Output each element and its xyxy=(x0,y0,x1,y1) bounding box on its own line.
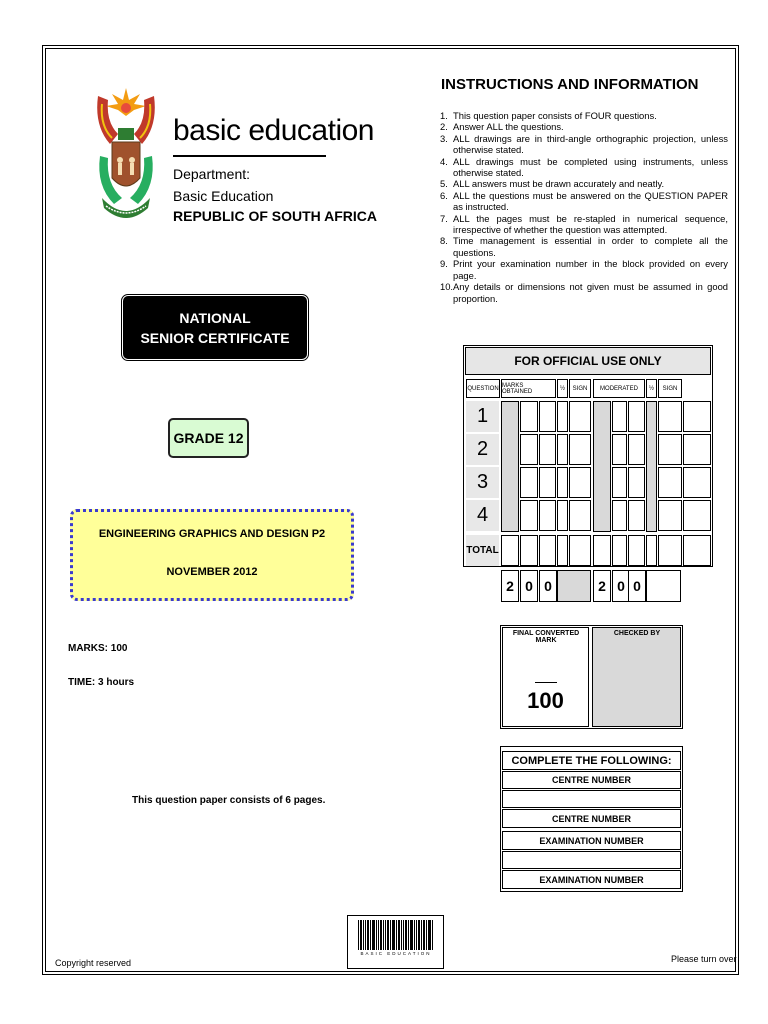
logo-rule xyxy=(173,155,326,157)
total-cell[interactable] xyxy=(593,535,611,566)
question-number: 4 xyxy=(466,500,499,531)
sign-cell[interactable] xyxy=(658,401,682,432)
checked-by-cell[interactable] xyxy=(592,627,681,727)
mark-cell[interactable] xyxy=(539,434,556,465)
total-cell[interactable] xyxy=(612,535,627,566)
sign-cell[interactable] xyxy=(569,434,591,465)
department-name: Basic Education xyxy=(173,188,274,204)
mark-cell[interactable] xyxy=(683,500,711,531)
mark-cell[interactable] xyxy=(557,401,568,432)
question-number: 2 xyxy=(466,434,499,465)
certificate-line2: SENIOR CERTIFICATE xyxy=(140,329,290,346)
total-label: TOTAL xyxy=(466,535,499,566)
total-cell[interactable] xyxy=(683,535,711,566)
centre-number-field[interactable] xyxy=(502,790,681,808)
instruction-item: 6. ALL the questions must be answered on the QUESTION PAPER as instructed. xyxy=(440,189,728,213)
instruction-item: 3. ALL drawings are in third-angle orthographic projection, unless otherwise stated. xyxy=(440,132,728,156)
exam-number-label: EXAMINATION NUMBER xyxy=(502,831,681,850)
total-sign-cell[interactable] xyxy=(646,570,681,602)
country-name: REPUBLIC OF SOUTH AFRICA xyxy=(173,208,378,224)
total-cell[interactable] xyxy=(658,535,682,566)
total-digit: 2 xyxy=(501,570,519,602)
mark-cell[interactable] xyxy=(612,467,627,498)
total-cell[interactable] xyxy=(539,535,556,566)
subject-box xyxy=(70,509,354,601)
moderated-grey-column xyxy=(593,401,611,532)
col-question: QUESTION xyxy=(466,379,500,398)
centre-number-label-bottom: CENTRE NUMBER xyxy=(502,809,681,828)
barcode-icon xyxy=(358,920,434,950)
total-cell[interactable] xyxy=(569,535,591,566)
total-digit: 0 xyxy=(612,570,630,602)
instructions-title: INSTRUCTIONS AND INFORMATION xyxy=(441,76,699,93)
col-marks-obtained: MARKS OBTAINED xyxy=(501,379,556,398)
exam-number-field[interactable] xyxy=(502,851,681,869)
coat-of-arms-icon xyxy=(92,86,160,236)
mark-cell[interactable] xyxy=(520,500,538,531)
mark-cell[interactable] xyxy=(683,401,711,432)
total-digit: 0 xyxy=(520,570,538,602)
total-digit: 0 xyxy=(628,570,646,602)
mark-cell[interactable] xyxy=(683,467,711,498)
question-number: 1 xyxy=(466,401,499,432)
mark-cell[interactable] xyxy=(612,401,627,432)
copyright-note: Copyright reserved xyxy=(55,958,132,968)
col-sign-1: SIGN xyxy=(569,379,591,398)
checked-by-label: CHECKED BY xyxy=(613,630,661,637)
mark-cell[interactable] xyxy=(628,401,645,432)
sign-cell[interactable] xyxy=(658,434,682,465)
total-cell[interactable] xyxy=(557,535,568,566)
total-grey-cell xyxy=(557,570,591,602)
total-digit: 2 xyxy=(593,570,611,602)
question-number: 3 xyxy=(466,467,499,498)
final-mark-label: FINAL CONVERTED MARK xyxy=(512,630,580,644)
mark-cell[interactable] xyxy=(628,434,645,465)
total-cell[interactable] xyxy=(501,535,519,566)
instruction-item: 10. Any details or dimensions not given must be assumed in good proportion. xyxy=(440,281,728,304)
marks-grey-column xyxy=(501,401,519,532)
instruction-item: 7. ALL the pages must be re-stapled in numerical sequence, irrespective of whether the question was attempted. xyxy=(440,212,728,236)
sign-cell[interactable] xyxy=(569,500,591,531)
centre-number-label: CENTRE NUMBER xyxy=(502,771,681,789)
exam-date: NOVEMBER 2012 xyxy=(166,566,258,578)
marks-info: MARKS: 100 xyxy=(68,643,128,654)
col-moderated: MODERATED xyxy=(593,379,645,398)
col-sign-2: SIGN xyxy=(658,379,682,398)
official-use-title: FOR OFFICIAL USE ONLY xyxy=(465,347,711,375)
mark-cell[interactable] xyxy=(539,401,556,432)
mark-cell[interactable] xyxy=(628,500,645,531)
pages-note: This question paper consists of 6 pages. xyxy=(132,795,326,806)
grade-box: GRADE 12 xyxy=(168,418,249,458)
mark-cell[interactable] xyxy=(557,500,568,531)
mark-cell[interactable] xyxy=(520,434,538,465)
final-mark-value: 100 xyxy=(527,688,564,713)
instruction-item: 4. ALL drawings must be completed using instruments, unless otherwise stated. xyxy=(440,155,728,179)
total-cell[interactable] xyxy=(520,535,538,566)
mark-cell[interactable] xyxy=(612,500,627,531)
mark-cell[interactable] xyxy=(539,467,556,498)
final-mark-line xyxy=(535,682,557,683)
barcode-caption: BASIC EDUCATION xyxy=(360,951,432,956)
instruction-item: 5. ALL answers must be drawn accurately and neatly. xyxy=(440,178,665,190)
mark-cell[interactable] xyxy=(520,467,538,498)
sign-cell[interactable] xyxy=(658,467,682,498)
certificate-line1: NATIONAL xyxy=(179,309,251,326)
instructions-list xyxy=(440,110,728,304)
time-info: TIME: 3 hours xyxy=(68,677,135,688)
logo-title: basic education xyxy=(173,114,374,147)
subject-title: ENGINEERING GRAPHICS AND DESIGN P2 xyxy=(98,528,326,540)
sign-cell[interactable] xyxy=(569,401,591,432)
sign-cell[interactable] xyxy=(658,500,682,531)
complete-title: COMPLETE THE FOLLOWING: xyxy=(502,751,681,770)
mark-cell[interactable] xyxy=(612,434,627,465)
total-cell[interactable] xyxy=(646,535,657,566)
mark-cell[interactable] xyxy=(557,467,568,498)
mark-cell[interactable] xyxy=(520,401,538,432)
total-cell[interactable] xyxy=(628,535,645,566)
mark-cell[interactable] xyxy=(557,434,568,465)
mark-cell[interactable] xyxy=(628,467,645,498)
instruction-item: 9. Print your examination number in the block provided on every page. xyxy=(440,258,728,281)
sign-cell[interactable] xyxy=(569,467,591,498)
certificate-box xyxy=(123,296,307,359)
total-digit: 0 xyxy=(539,570,557,602)
instruction-item: 8. Time management is essential in order to complete all the questions. xyxy=(440,235,728,258)
half-grey-column xyxy=(646,401,657,532)
exam-number-label-bottom: EXAMINATION NUMBER xyxy=(502,870,681,889)
instruction-item: 2. Answer ALL the questions. xyxy=(440,121,564,133)
instruction-item: 1. This question paper consists of FOUR questions. xyxy=(440,110,657,121)
department-label: Department: xyxy=(173,166,251,182)
col-half-1: ½ xyxy=(557,379,568,398)
mark-cell[interactable] xyxy=(683,434,711,465)
col-half-2: ½ xyxy=(646,379,657,398)
mark-cell[interactable] xyxy=(539,500,556,531)
turn-over-note: Please turn over xyxy=(671,954,737,964)
